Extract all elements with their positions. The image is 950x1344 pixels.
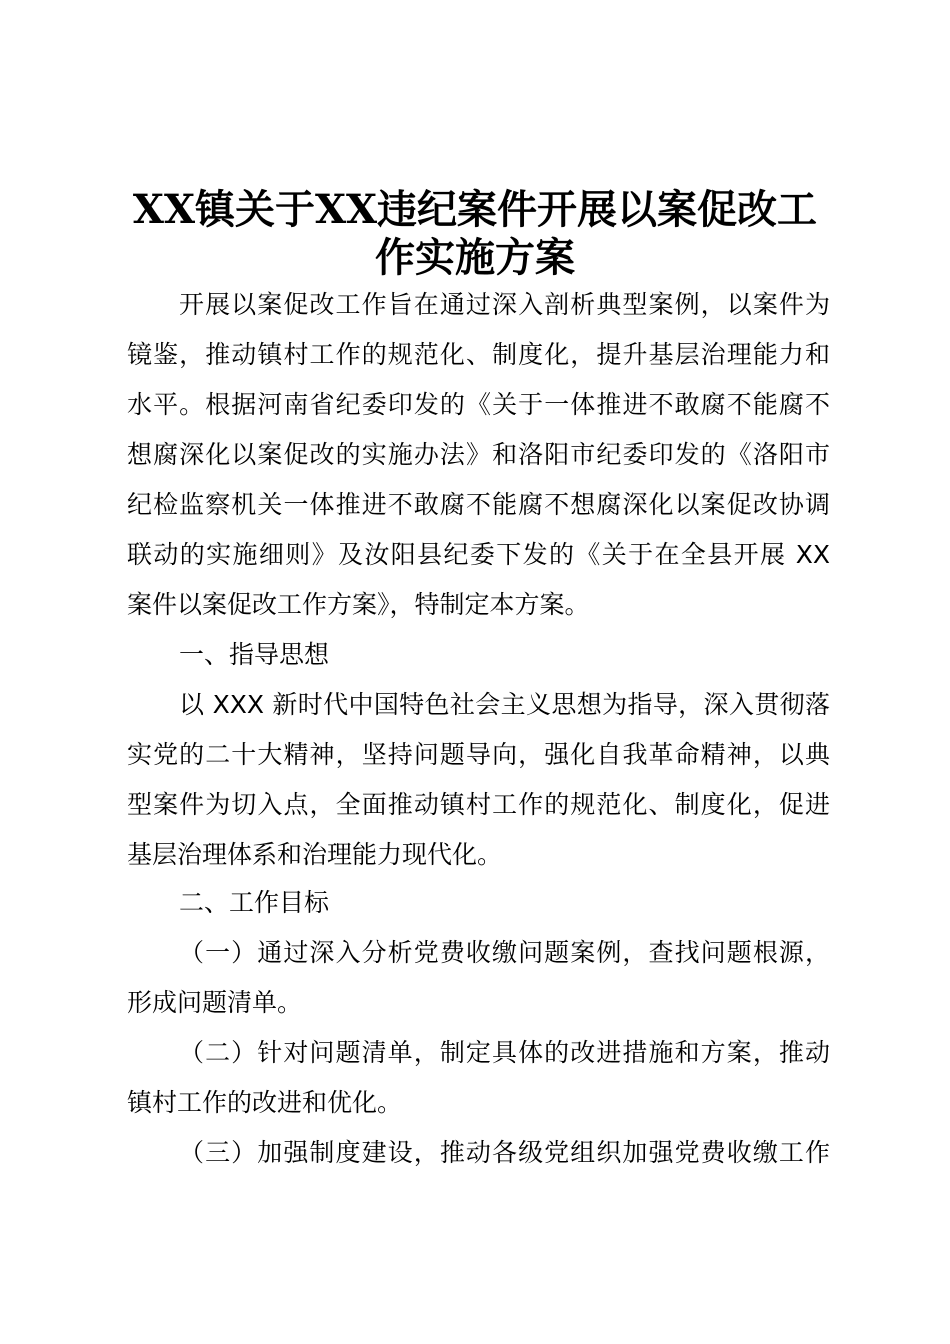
- body-text-line: 型案件为切入点，全面推动镇村工作的规范化、制度化，促进: [127, 790, 830, 819]
- body-text-line: （三）加强制度建设，推动各级党组织加强党费收缴工作: [179, 1138, 830, 1167]
- body-text-line: （一）通过深入分析党费收缴问题案例，查找问题根源，: [179, 938, 830, 967]
- body-text-line: 开展以案促改工作旨在通过深入剖析典型案例，以案件为: [179, 290, 830, 319]
- body-text-line: 实党的二十大精神，坚持问题导向，强化自我革命精神，以典: [127, 740, 830, 769]
- section-heading: 二、工作目标: [179, 888, 330, 917]
- body-text-line: 案件以案促改工作方案》，特制定本方案。: [127, 590, 590, 619]
- body-text-line: 镇村工作的改进和优化。: [127, 1088, 403, 1117]
- body-text-line: 想腐深化以案促改的实施办法》和洛阳市纪委印发的《洛阳市: [127, 440, 830, 469]
- document-title-line-2: 作实施方案: [375, 234, 575, 281]
- body-text-line: 形成问题清单。: [127, 988, 303, 1017]
- document-title-line-1: XX镇关于XX违纪案件开展以案促改工: [132, 186, 818, 233]
- body-text-line: 纪检监察机关一体推进不敢腐不能腐不想腐深化以案促改协调: [127, 490, 830, 519]
- body-text-line: 基层治理体系和治理能力现代化。: [127, 840, 503, 869]
- body-text-line: 水平。根据河南省纪委印发的《关于一体推进不敢腐不能腐不: [127, 390, 830, 419]
- body-text-line: 联动的实施细则》及汝阳县纪委下发的《关于在全县开展 XX: [127, 540, 830, 569]
- body-text-line: 镜鉴，推动镇村工作的规范化、制度化，提升基层治理能力和: [127, 340, 830, 369]
- body-text-line: 以 XXX 新时代中国特色社会主义思想为指导，深入贯彻落: [179, 690, 830, 719]
- body-text-line: （二）针对问题清单，制定具体的改进措施和方案，推动: [179, 1038, 830, 1067]
- section-heading: 一、指导思想: [179, 640, 330, 669]
